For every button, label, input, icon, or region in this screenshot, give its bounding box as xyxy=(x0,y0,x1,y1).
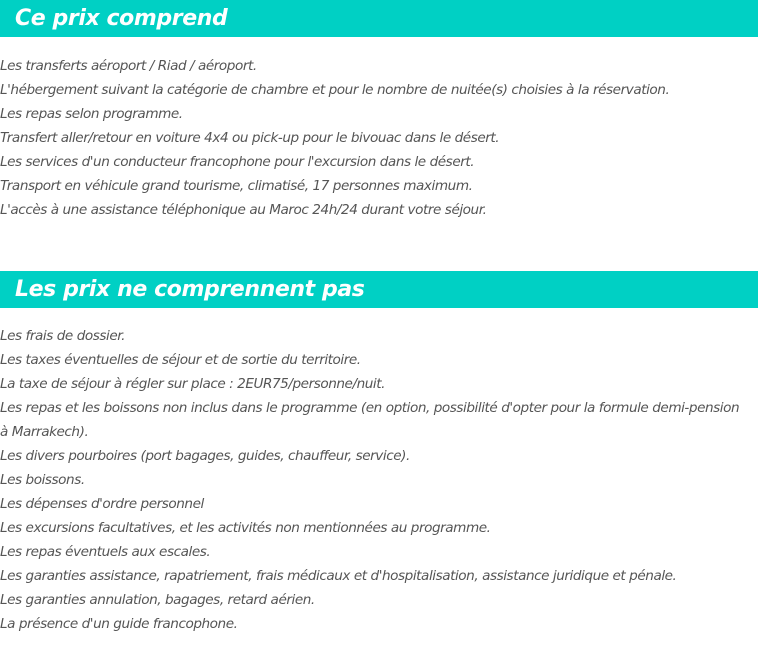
included-list xyxy=(0,54,758,222)
excluded-item-taxes: Les taxes éventuelles de séjour et de sortie du territoire. xyxy=(0,352,361,368)
excluded-banner xyxy=(0,271,758,308)
excluded-title: Les prix ne comprennent pas xyxy=(15,277,365,302)
excluded-item-meals-drinks: Les repas et les boissons non inclus dans le programme (en option, possibilité d'opter pour la formule demi-pension à Marrakech). xyxy=(0,400,740,440)
included-item-driver: Les services d'un conducteur francophone pour l'excursion dans le désert. xyxy=(0,154,475,170)
included-item-4x4-transfer: Transfert aller/retour en voiture 4x4 ou pick-up pour le bivouac dans le désert. xyxy=(0,130,500,146)
excluded-item-tourist-tax: La taxe de séjour à régler sur place : 2EUR75/personne/nuit. xyxy=(0,376,386,392)
excluded-item-cancellation: Les garanties annulation, bagages, retard aérien. xyxy=(0,592,315,608)
included-banner xyxy=(0,0,758,37)
included-item-assistance: L'accès à une assistance téléphonique au Maroc 24h/24 durant votre séjour. xyxy=(0,202,487,218)
included-section xyxy=(0,0,758,222)
included-item-transport: Transport en véhicule grand tourisme, climatisé, 17 personnes maximum. xyxy=(0,178,473,194)
included-item-transfers: Les transferts aéroport / Riad / aéroport. xyxy=(0,58,257,74)
excluded-item-file-fees: Les frais de dossier. xyxy=(0,328,126,344)
excluded-item-guide: La présence d'un guide francophone. xyxy=(0,616,238,632)
included-item-meals: Les repas selon programme. xyxy=(0,106,183,122)
excluded-item-tips: Les divers pourboires (port bagages, guides, chauffeur, service). xyxy=(0,448,410,464)
excluded-item-drinks: Les boissons. xyxy=(0,472,85,488)
excluded-item-stopover-meals: Les repas éventuels aux escales. xyxy=(0,544,211,560)
included-item-accommodation: L'hébergement suivant la catégorie de chambre et pour le nombre de nuitée(s) choisies à la réservation. xyxy=(0,82,670,98)
excluded-item-personal-expenses: Les dépenses d'ordre personnel xyxy=(0,496,204,512)
excluded-item-insurance: Les garanties assistance, rapatriement, frais médicaux et d'hospitalisation, assistance juridique et pénale. xyxy=(0,568,677,584)
excluded-item-optional-excursions: Les excursions facultatives, et les activités non mentionnées au programme. xyxy=(0,520,491,536)
excluded-section xyxy=(0,271,758,636)
included-title: Ce prix comprend xyxy=(15,6,228,31)
excluded-list xyxy=(0,324,758,636)
